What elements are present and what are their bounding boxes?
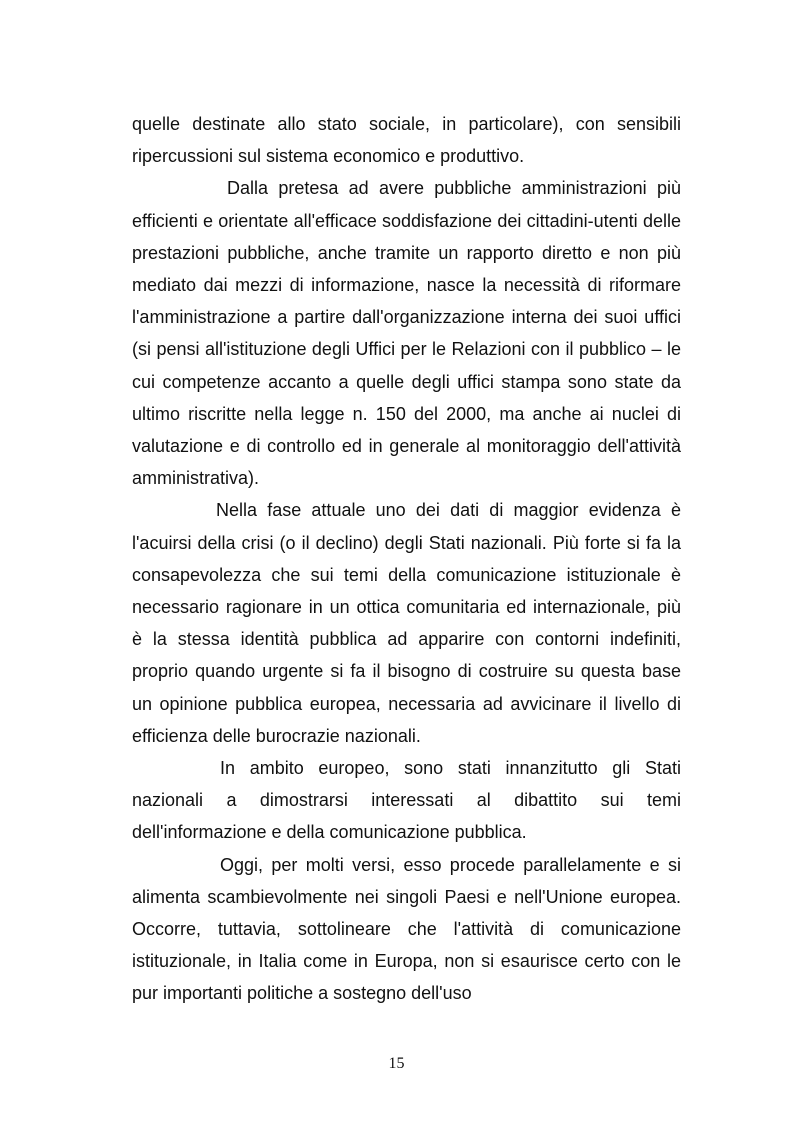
body-text [132, 108, 681, 1010]
paragraph-2: Dalla pretesa ad avere pubbliche amministrazioni più efficienti e orientate all'efficace soddisfazione dei cittadini-utenti delle prestazioni pubbliche, anche tramite un rapporto diretto e non più mediato dai mezzi di informazione, nasce la necessità di riformare l'amministrazione a partire dall'organizzazione interna dei suoi uffici (si pensi all'istituzione degli Uffici per le Relazioni con il pubblico – le cui competenze accanto a quelle degli uffici stampa sono state da ultimo riscritte nella legge n. 150 del 2000, ma anche ai nuclei di valutazione e di controllo ed in generale al monitoraggio dell'attività amministrativa). [132, 178, 681, 489]
paragraph-1: quelle destinate allo stato sociale, in particolare), con sensibili ripercussioni sul sistema economico e produttivo. [132, 114, 681, 167]
paragraph-3: Nella fase attuale uno dei dati di maggior evidenza è l'acuirsi della crisi (o il declino) degli Stati nazionali. Più forte si fa la consapevolezza che sui temi della comunicazione istituzionale è necessario ragionare in un ottica comunitaria ed internazionale, più è la stessa identità pubblica ad apparire con contorni indefiniti, proprio quando urgente si fa il bisogno di costruire su questa base un opinione pubblica europea, necessaria ad avvicinare il livello di efficienza delle burocrazie nazionali. [132, 500, 681, 746]
paragraph-4: In ambito europeo, sono stati innanzitutto gli Stati nazionali a dimostrarsi interessati al dibattito sui temi dell'informazione e della comunicazione pubblica. [132, 758, 681, 843]
page-number: 15 [388, 1055, 405, 1072]
paragraph-5: Oggi, per molti versi, esso procede parallelamente e si alimenta scambievolmente nei singoli Paesi e nell'Unione europea. Occorre, tuttavia, sottolineare che l'attività di comunicazione istituzionale, in Italia come in Europa, non si esaurisce certo con le pur importanti politiche a sostegno dell'uso [132, 854, 681, 1004]
